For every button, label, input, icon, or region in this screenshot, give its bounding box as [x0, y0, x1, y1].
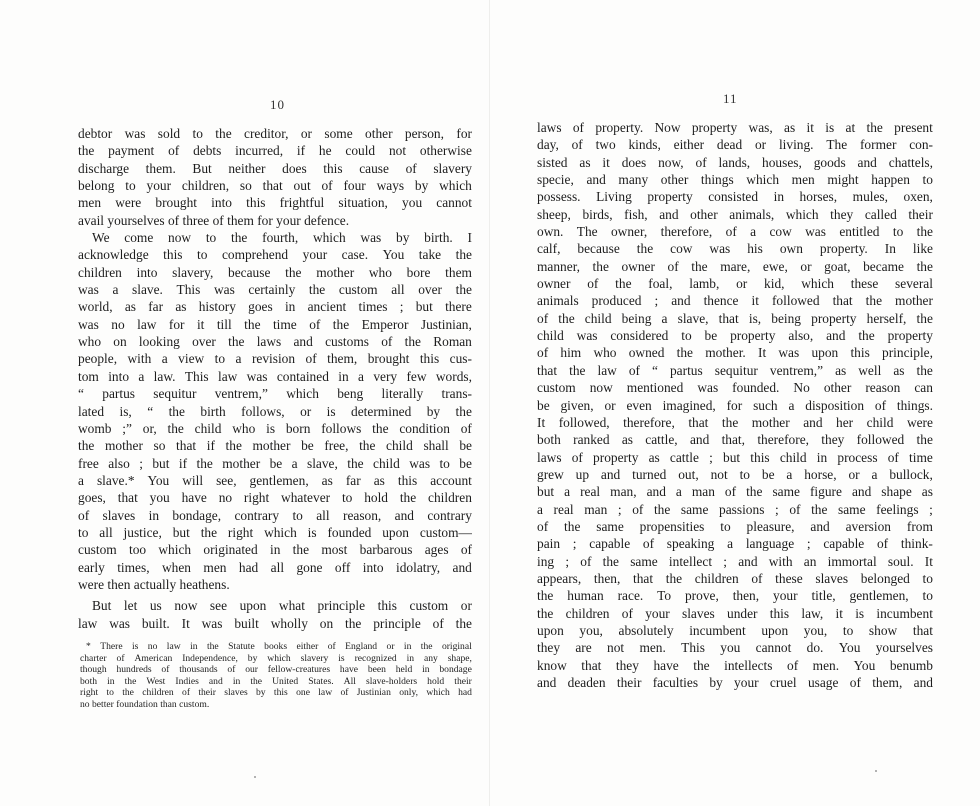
- text-line: the payment of debts incurred, if he could not otherwise: [78, 143, 472, 159]
- text-line: calf, because the cow was his own property. In like: [537, 241, 933, 257]
- text-line: and deaden their faculties by your cruel usage of them, and: [537, 675, 933, 690]
- paragraph-start: We come now to the fourth, which was by birth. I: [92, 230, 472, 246]
- text-line: tom into a law. This law was contained in a very few words,: [78, 368, 472, 384]
- text-line: debtor was sold to the creditor, or some other person, for: [78, 126, 472, 141]
- text-line: of the same propensities to pleasure, and aversion from: [537, 518, 933, 534]
- text-line: a slave.* You will see, gentlemen, as far as this account: [78, 472, 472, 488]
- text-line: belong to your children, so that out of four ways by which: [78, 178, 472, 194]
- footnote-line: though hundreds of thousands of our fellow-creatures have been held in bondage: [80, 664, 472, 675]
- text-line: It followed, therefore, that the mother and her child were: [537, 414, 933, 430]
- scan-speck: [875, 770, 877, 772]
- text-line: custom now mentioned was founded. No other reason can: [537, 380, 933, 396]
- text-line: custom too which originated in the most barbarous ages of: [78, 542, 472, 558]
- text-line: laws of property. Now property was, as it is at the present: [537, 120, 933, 135]
- text-line: owner of the foal, lamb, or kid, which these several: [537, 276, 933, 292]
- text-line: possess. Living property consisted in horses, mules, oxen,: [537, 189, 933, 205]
- text-line: animals produced ; and thence it followed that the mother: [537, 293, 933, 309]
- text-line: of the child being a slave, that is, being property herself, the: [537, 310, 933, 326]
- text-line: they are not men. This you cannot do. You yourselves: [537, 640, 933, 656]
- text-line: of him who owned the mother. It was upon this principle,: [537, 345, 933, 361]
- text-line: goes, that you have no right whatever to hold the children: [78, 490, 472, 506]
- text-line: the mother so that if the mother be free, the child shall be: [78, 438, 472, 454]
- body-text: [78, 125, 472, 632]
- text-line: law was built. It was built wholly on the principle of the: [78, 615, 472, 631]
- text-line: free also ; but if the mother be a slave, the child was to be: [78, 455, 472, 471]
- right-page: [490, 0, 980, 806]
- page-number: 11: [723, 91, 738, 106]
- text-line: but a real man, and a man of the same figure and shape as: [537, 484, 933, 500]
- text-line: pain ; capable of speaking a language ; capable of think-: [537, 536, 933, 552]
- text-line: men were brought into this frightful situation, you cannot: [78, 195, 472, 211]
- text-line: sheep, birds, fish, and other animals, which they called their: [537, 206, 933, 222]
- text-line: early times, when men had all gone off into idolatry, and: [78, 559, 472, 575]
- text-line: the children of your slaves under this law, it is incumbent: [537, 605, 933, 621]
- footnote-line: no better foundation than custom.: [80, 698, 210, 710]
- footnote-line: right to the children of their slaves by this one law of Justinian only, which had: [80, 687, 472, 698]
- footnote-line: both in the West Indies and in the United States. All slave-holders hold their: [80, 675, 472, 687]
- text-line: own. The owner, therefore, of a cow was entitled to the: [537, 224, 933, 240]
- text-line: was no law for it till the time of the Emperor Justinian,: [78, 316, 472, 332]
- text-line: avail yourselves of three of them for your defence.: [78, 212, 350, 228]
- text-line: who on looking over the laws and customs of the Roman: [78, 334, 472, 350]
- text-line: be given, or even imagined, for such a disposition of things.: [537, 397, 933, 413]
- text-line: children into slavery, because the mother who bore them: [78, 264, 472, 280]
- text-line: that the law of “ partus sequitur ventrem,” as well as the: [537, 362, 933, 378]
- text-line: “ partus sequitur ventrem,” which beng literally trans-: [78, 386, 472, 402]
- text-line: acknowledge this to comprehend your case. You take the: [78, 247, 472, 263]
- scan-speck: [254, 776, 256, 778]
- footnote-line: * There is no law in the Statute books either of England or in the original: [86, 641, 472, 652]
- text-line: was a slave. This was certainly the custom all over the: [78, 282, 472, 298]
- text-line: were then actually heathens.: [78, 576, 230, 592]
- text-line: day, of two kinds, either dead or living. The former con-: [537, 137, 933, 153]
- text-line: manner, the owner of the mare, ewe, or goat, became the: [537, 258, 933, 274]
- text-line: womb ;” or, the child who is born follows the condition of: [78, 420, 472, 436]
- text-line: child was considered to be property also, and the property: [537, 328, 933, 344]
- body-text: [537, 119, 933, 691]
- text-line: people, with a view to a revision of them, brought this cus-: [78, 351, 472, 367]
- text-line: ing ; of the same intellect ; and with an immortal soul. It: [537, 553, 933, 569]
- text-line: world, as far as history goes in ancient times ; but there: [78, 299, 472, 315]
- text-line: of slaves in bondage, contrary to all reason, and contrary: [78, 507, 472, 523]
- text-line: specie, and many other things which men might happen to: [537, 172, 933, 188]
- footnote-line: charter of American Independence, by which slavery is recognized in any shape,: [80, 652, 472, 664]
- text-line: a real man ; of the same passions ; of the same feelings ;: [537, 501, 933, 517]
- text-line: both ranked as cattle, and that, therefore, they followed the: [537, 432, 933, 448]
- text-line: sisted as it does now, of lands, houses, goods and chattels,: [537, 154, 933, 170]
- text-line: discharge them. But neither does this cause of slavery: [78, 160, 472, 176]
- text-line: know that they have the intellects of men. You benumb: [537, 657, 933, 673]
- text-line: to all justice, but the right which is founded upon custom—: [78, 524, 472, 540]
- page-number: 10: [270, 97, 285, 112]
- footnote: [80, 641, 472, 710]
- text-line: laws of property as cattle ; but this child in process of time: [537, 449, 933, 465]
- paragraph-start: But let us now see upon what principle this custom or: [92, 598, 472, 614]
- text-line: appears, then, that the children of these slaves belonged to: [537, 570, 933, 586]
- text-line: upon you, absolutely incumbent upon you, to show that: [537, 622, 933, 638]
- text-line: lated is, “ the birth follows, or is determined by the: [78, 403, 472, 419]
- text-line: the human race. To prove, then, your title, gentlemen, to: [537, 588, 933, 604]
- text-line: grew up and turned out, not to be a horse, or a bullock,: [537, 466, 933, 482]
